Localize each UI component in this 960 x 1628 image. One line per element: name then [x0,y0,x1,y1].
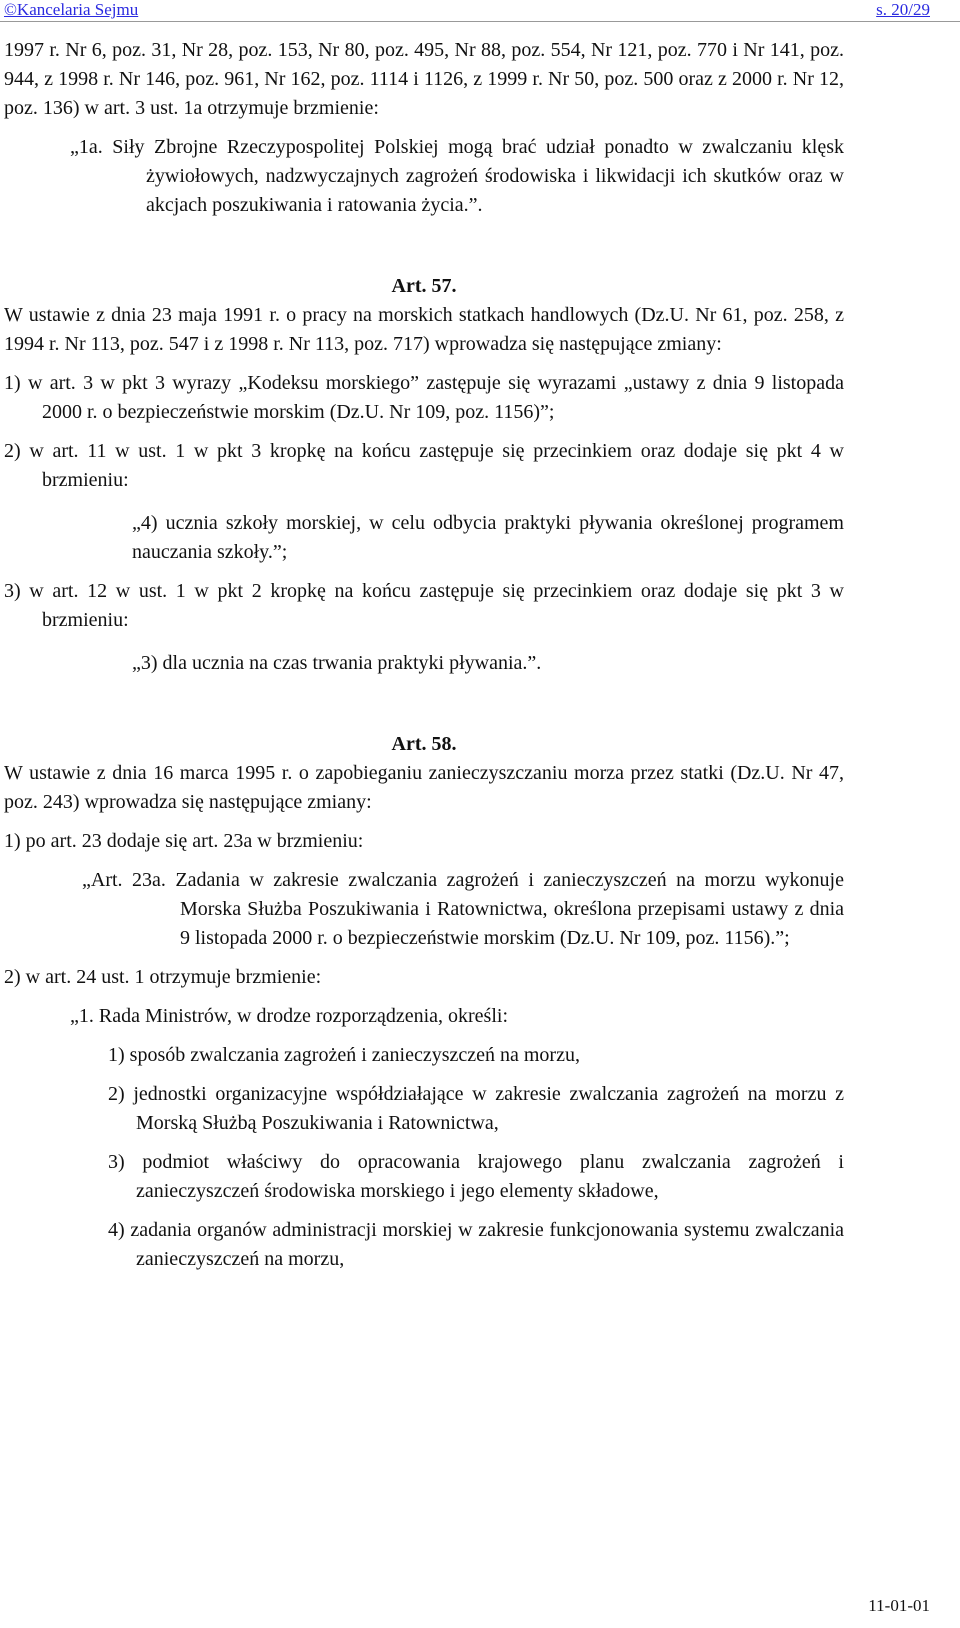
document-code: 11-01-01 [868,1596,930,1615]
page-header [0,0,960,21]
copyright-link[interactable]: ©Kancelaria Sejmu [4,0,139,19]
art58-point-4: 4) zadania organów administracji morskiej w zakresie funkcjonowania systemu zwalczania zanieczyszczeń na morzu, [108,1219,844,1270]
art57-item-3-quote: „3) dla ucznia na czas trwania praktyki pływania.”. [132,652,542,674]
intro-paragraph: 1997 r. Nr 6, poz. 31, Nr 28, poz. 153, Nr 80, poz. 495, Nr 88, poz. 554, Nr 121, poz. 770 i Nr 141, poz. 944, z 1998 r. Nr 146, poz. 961, Nr 162, poz. 1114 i 1126, z 1999 r. Nr 50, poz. 500 oraz z 2000 r. Nr 12, poz. 136) w art. 3 ust. 1a otrzymuje brzmienie: [4,39,844,119]
art58-item-1: 1) po art. 23 dodaje się art. 23a w brzmieniu: [4,830,364,852]
document-body [4,36,844,1274]
art58-item-2-quote: „1. Rada Ministrów, w drodze rozporządzenia, określi: [70,1005,508,1027]
art57-item-2-quote: „4) ucznia szkoły morskiej, w celu odbycia praktyki pływania określonej programem nauczania szkoły.”; [132,512,844,563]
art57-title: Art. 57. [391,275,457,297]
art57-item-1: 1) w art. 3 w pkt 3 wyrazy „Kodeksu morskiego” zastępuje się wyrazami „ustawy z dnia 9 listopada 2000 r. o bezpieczeństwie morskim (Dz.U. Nr 109, poz. 1156)”; [4,372,844,423]
art57-item-2: 2) w art. 11 w ust. 1 w pkt 3 kropkę na końcu zastępuje się przecinkiem oraz dodaje się pkt 4 w brzmieniu: [4,440,844,491]
art58-item-1-quote: „Art. 23a. Zadania w zakresie zwalczania zagrożeń i zanieczyszczeń na morzu wykonuje Morska Służba Poszukiwania i Ratownictwa, określona przepisami ustawy z dnia 9 listopada 2000 r. o bezpieczeństwie morskim (Dz.U. Nr 109, poz. 1156).”; [82,869,844,949]
art58-title: Art. 58. [391,733,457,755]
art57-item-3: 3) w art. 12 w ust. 1 w pkt 2 kropkę na końcu zastępuje się przecinkiem oraz dodaje się pkt 3 w brzmieniu: [4,580,844,631]
art58-point-2: 2) jednostki organizacyjne współdziałające w zakresie zwalczania zagrożeń na morzu z Morską Służbą Poszukiwania i Ratownictwa, [108,1083,844,1134]
quote-1a: „1a. Siły Zbrojne Rzeczypospolitej Polskiej mogą brać udział ponadto w zwalczaniu klęsk żywiołowych, nadzwyczajnych zagrożeń środowiska i likwidacji ich skutków oraz w akcjach poszukiwania i ratowania życia.”. [70,136,844,216]
page-number-link[interactable]: s. 20/29 [876,0,930,19]
art58-point-3: 3) podmiot właściwy do opracowania krajowego planu zwalczania zagrożeń i zanieczyszczeń środowiska morskiego i jego elementy składowe, [108,1151,844,1202]
art58-item-2: 2) w art. 24 ust. 1 otrzymuje brzmienie: [4,966,322,988]
art58-point-1: 1) sposób zwalczania zagrożeń i zanieczyszczeń na morzu, [108,1044,580,1066]
art58-lead: W ustawie z dnia 16 marca 1995 r. o zapobieganiu zanieczyszczaniu morza przez statki (Dz.U. Nr 47, poz. 243) wprowadza się następujące zmiany: [4,762,844,813]
art57-lead: W ustawie z dnia 23 maja 1991 r. o pracy na morskich statkach handlowych (Dz.U. Nr 61, poz. 258, z 1994 r. Nr 113, poz. 547 i z 1998 r. Nr 113, poz. 717) wprowadza się następujące zmiany: [4,304,844,355]
header-divider [0,21,960,22]
